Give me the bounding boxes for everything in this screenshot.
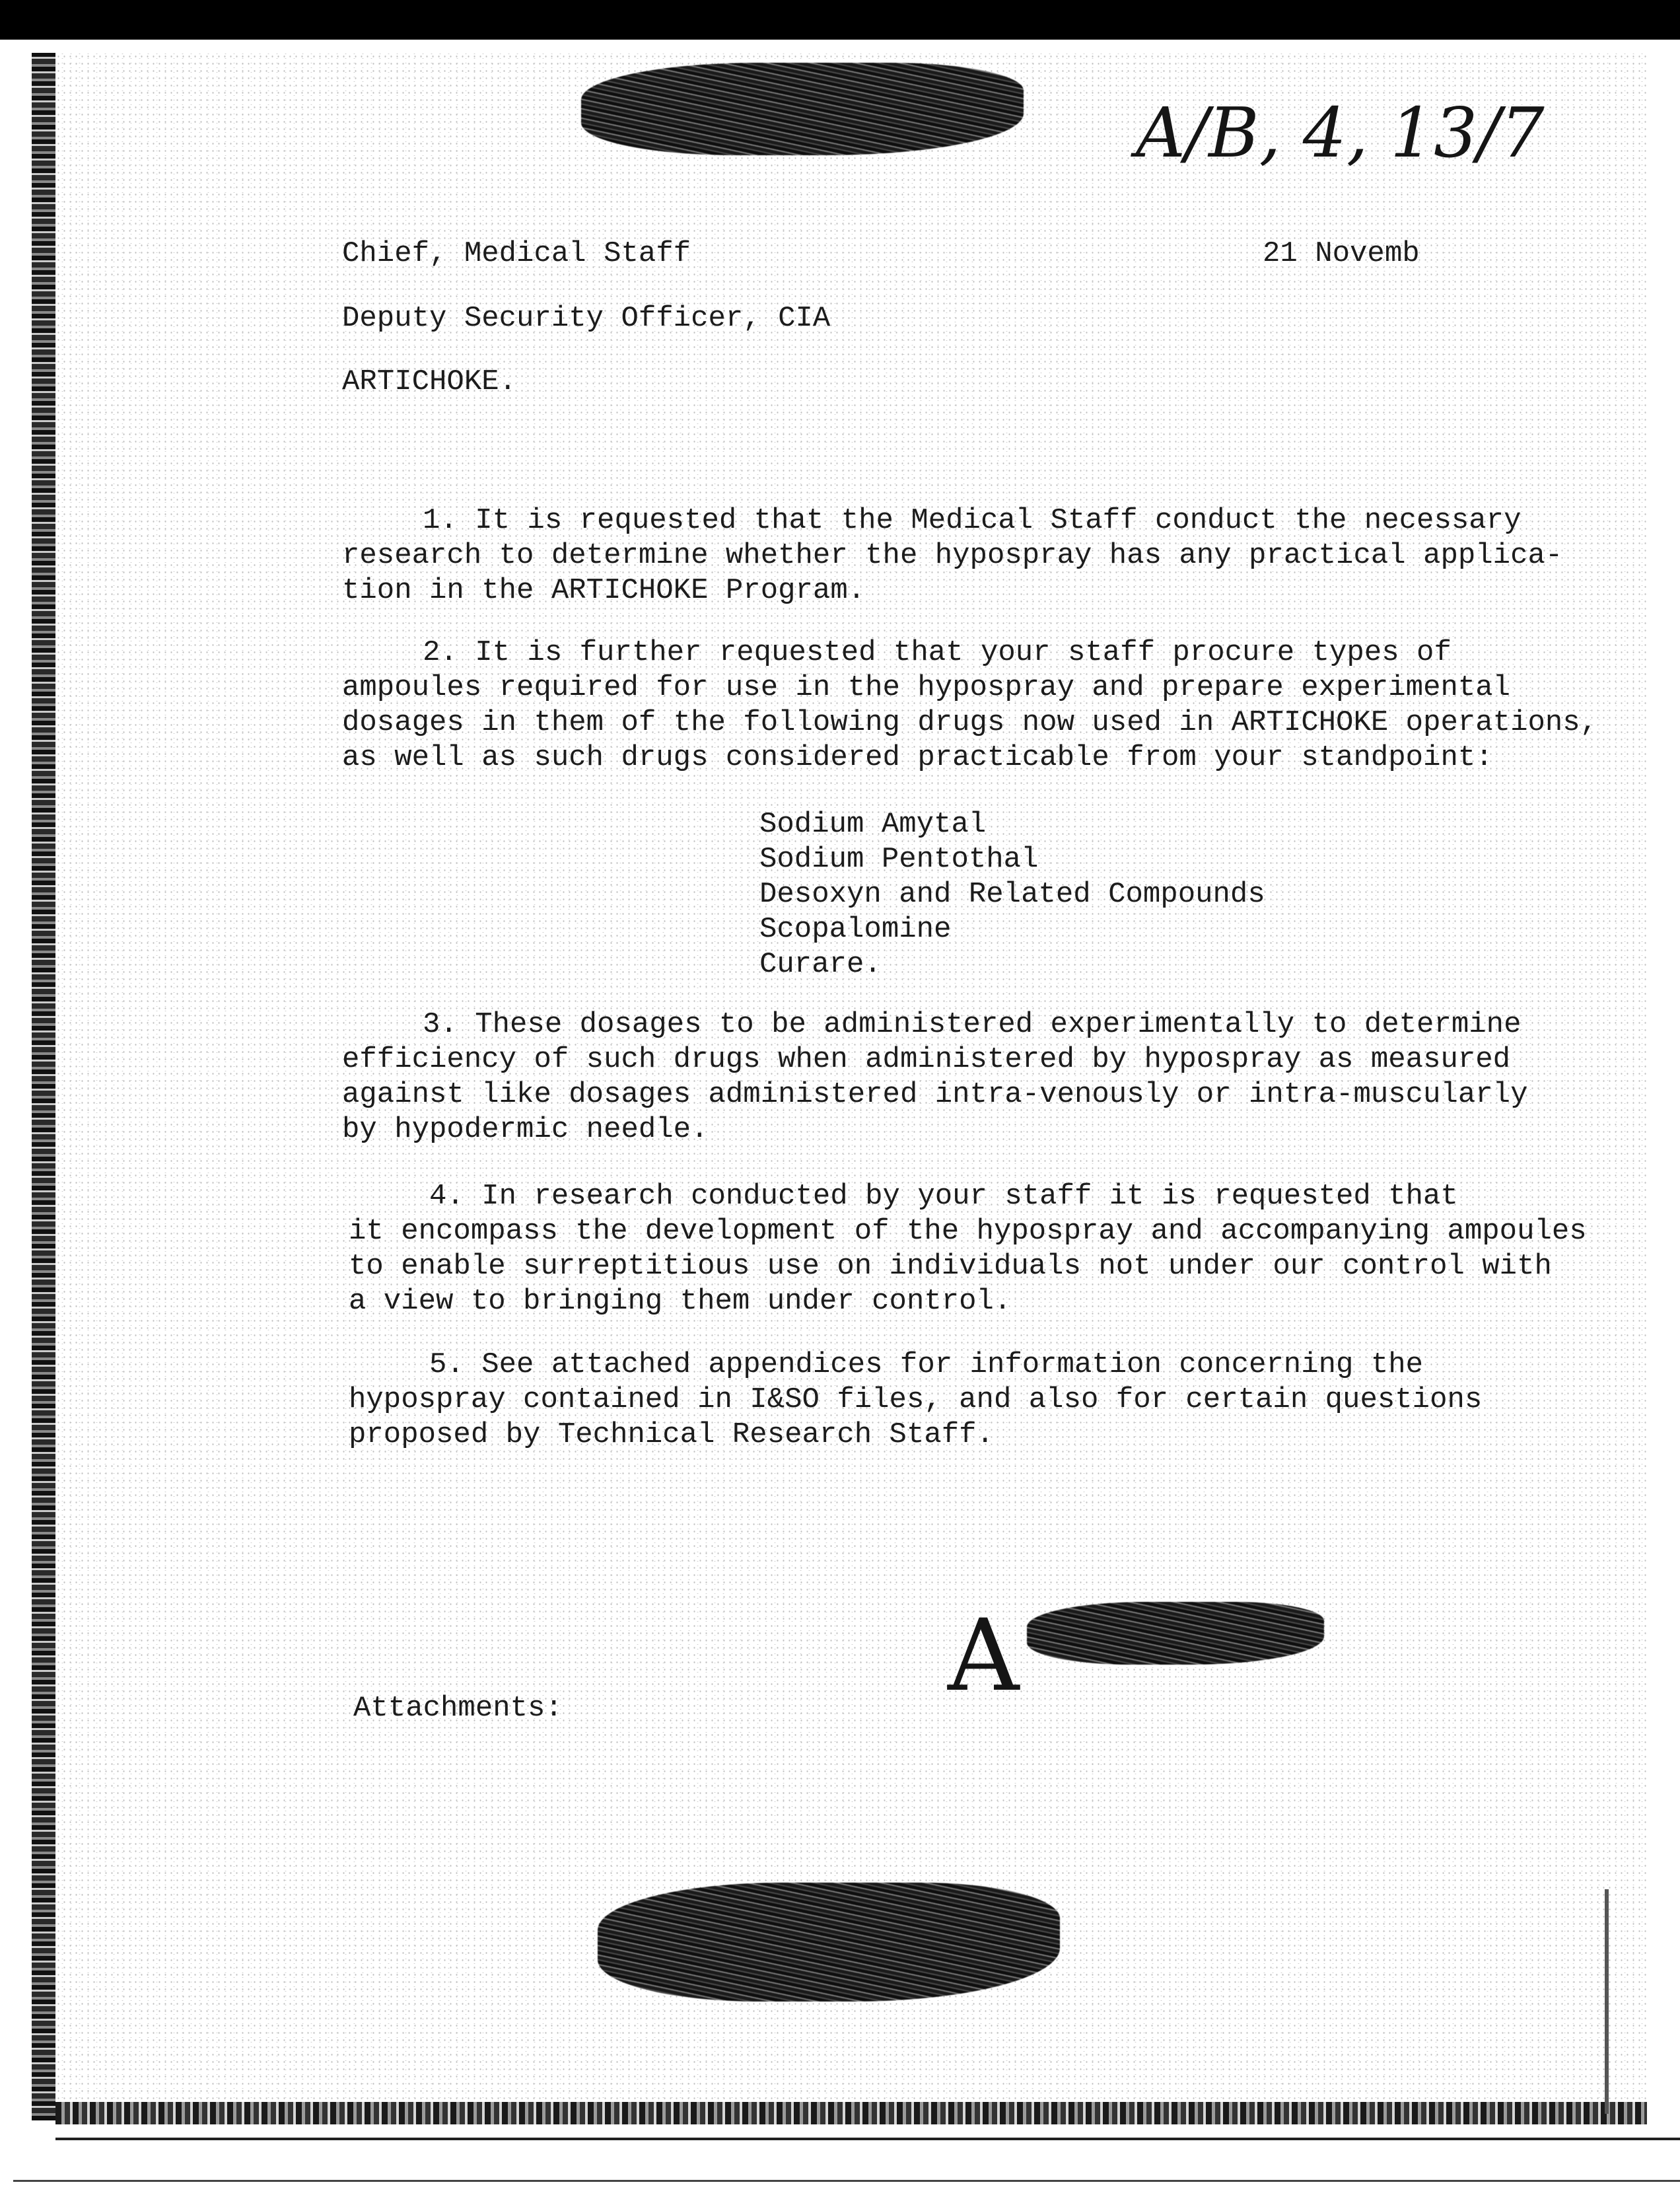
- scan-bottom-border: [55, 2102, 1647, 2124]
- scan-left-border: [32, 53, 55, 2120]
- redaction-bottom: [598, 1883, 1060, 2002]
- handwritten-initial: A: [948, 1599, 1020, 1714]
- paragraph-3-line-2: efficiency of such drugs when administered by hypospray as measured: [342, 1043, 1511, 1076]
- paragraph-5-line-3: proposed by Technical Research Staff.: [349, 1418, 994, 1451]
- paragraph-5-line-1: 5. See attached appendices for information concerning the: [429, 1348, 1424, 1381]
- paragraph-1-line-1: 1. It is requested that the Medical Staff conduct the necessary: [423, 504, 1522, 537]
- redaction-top: [581, 63, 1024, 155]
- paragraph-3-line-3: against like dosages administered intra-venously or intra-muscularly: [342, 1078, 1528, 1111]
- attachments-label: Attachments:: [353, 1692, 563, 1725]
- drug-list-item: Sodium Amytal: [759, 808, 987, 841]
- scan-bottom-edge: [13, 2180, 1680, 2182]
- paragraph-5-line-2: hypospray contained in I&SO files, and also for certain questions: [349, 1383, 1483, 1416]
- drug-list-item: Scopalomine: [759, 913, 952, 946]
- paragraph-2-line-3: dosages in them of the following drugs now used in ARTICHOKE operations,: [342, 706, 1598, 739]
- paragraph-4-line-1: 4. In research conducted by your staff it is requested that: [429, 1180, 1458, 1213]
- scan-bottom-line: [55, 2138, 1680, 2140]
- drug-list-item: Desoxyn and Related Compounds: [759, 878, 1265, 911]
- paragraph-1-line-3: tion in the ARTICHOKE Program.: [342, 574, 866, 607]
- paragraph-4-line-2: it encompass the development of the hypospray and accompanying ampoules: [349, 1215, 1587, 1248]
- redaction-signature: [1027, 1602, 1324, 1665]
- paragraph-2-line-4: as well as such drugs considered practicable from your standpoint:: [342, 741, 1493, 774]
- scan-top-band: [0, 0, 1680, 40]
- drug-list-item: Curare.: [759, 948, 882, 981]
- paragraph-2-line-1: 2. It is further requested that your staff procure types of: [423, 636, 1452, 669]
- handwritten-reference: A/B, 4, 13/7: [1136, 92, 1545, 173]
- memo-date: 21 Novemb: [1263, 237, 1420, 270]
- memo-from: Deputy Security Officer, CIA: [342, 302, 831, 335]
- memo-to: Chief, Medical Staff: [342, 237, 691, 270]
- paragraph-3-line-4: by hypodermic needle.: [342, 1113, 709, 1146]
- paragraph-3-line-1: 3. These dosages to be administered experimentally to determine: [423, 1008, 1522, 1041]
- paragraph-1-line-2: research to determine whether the hypospray has any practical applica-: [342, 539, 1563, 572]
- memo-subject: ARTICHOKE.: [342, 365, 517, 398]
- drug-list-item: Sodium Pentothal: [759, 843, 1039, 876]
- paragraph-2-line-2: ampoules required for use in the hypospray and prepare experimental: [342, 671, 1511, 704]
- paragraph-4-line-4: a view to bringing them under control.: [349, 1285, 1012, 1318]
- paragraph-4-line-3: to enable surreptitious use on individuals not under our control with: [349, 1250, 1552, 1283]
